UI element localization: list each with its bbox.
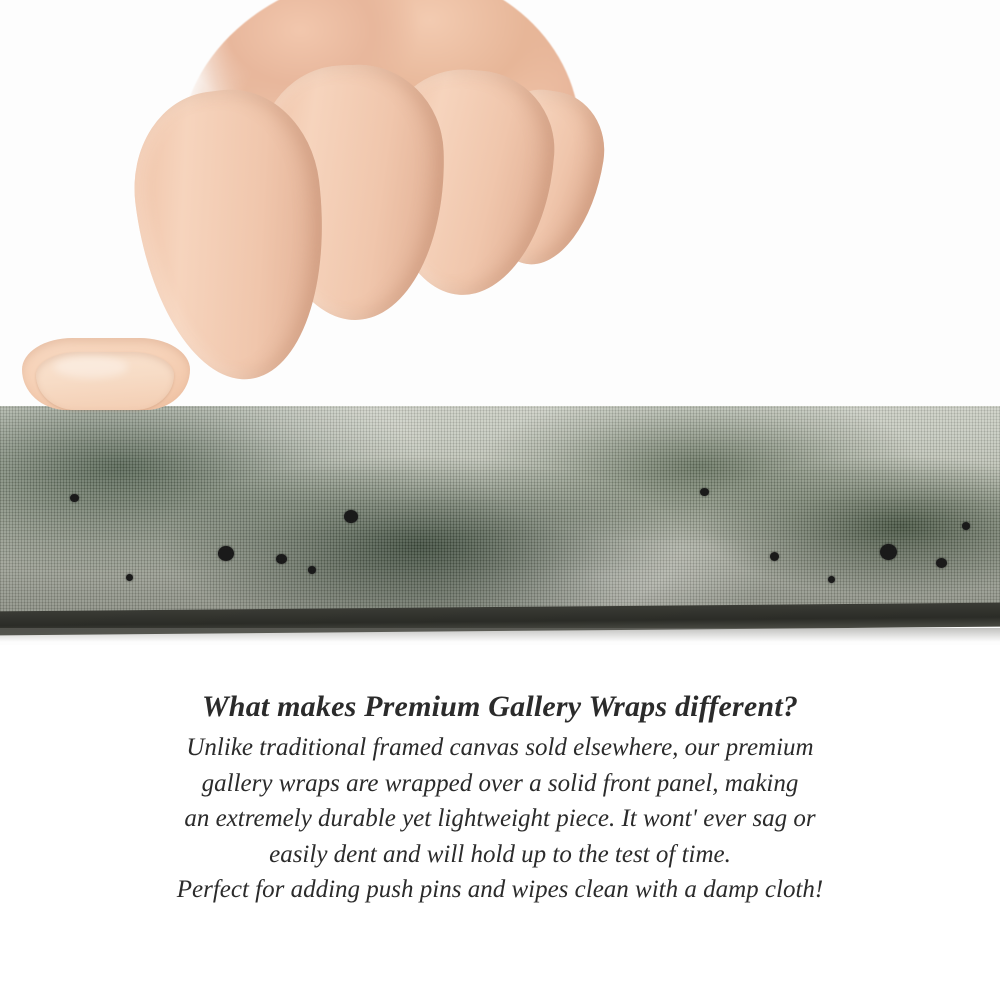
canvas-shadow xyxy=(0,628,1000,642)
caption-heading: What makes Premium Gallery Wraps different? xyxy=(201,690,799,723)
canvas-speck xyxy=(936,558,947,568)
canvas-speck xyxy=(126,574,133,581)
canvas-speck xyxy=(962,522,970,530)
canvas-speck xyxy=(700,488,709,496)
canvas-speck xyxy=(218,546,234,561)
canvas-speck xyxy=(276,554,287,564)
caption-line: Unlike traditional framed canvas sold elsewhere, our premium xyxy=(186,734,814,761)
caption-line: Perfect for adding push pins and wipes clean with a damp cloth! xyxy=(176,876,824,903)
canvas-speck xyxy=(828,576,835,583)
thumbnail-highlight xyxy=(54,356,128,378)
canvas-wrap-edge xyxy=(0,406,1000,618)
caption-block xyxy=(0,690,1000,908)
caption-line: an extremely durable yet lightweight piece. It wont' ever sag or xyxy=(184,805,816,832)
canvas-shading xyxy=(0,406,1000,618)
caption-line: easily dent and will hold up to the test of time. xyxy=(269,840,731,868)
hand-pressing-canvas xyxy=(120,0,590,425)
canvas-speck xyxy=(344,510,358,523)
canvas-speck xyxy=(770,552,779,561)
canvas-speck xyxy=(308,566,316,574)
canvas-speck xyxy=(880,544,897,560)
caption-line: gallery wraps are wrapped over a solid front panel, making xyxy=(201,769,799,797)
canvas-speck xyxy=(70,494,79,502)
caption-body xyxy=(0,730,1000,908)
